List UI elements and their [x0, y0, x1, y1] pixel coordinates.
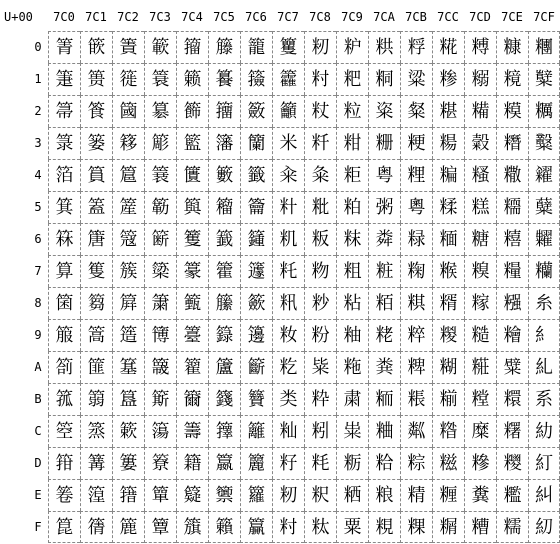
glyph-cell: 糵 [528, 191, 560, 223]
glyph-cell: 糌 [432, 415, 464, 447]
glyph-cell: 簂 [112, 95, 144, 127]
glyph-cell: 糨 [496, 287, 528, 319]
glyph-cell: 算 [48, 255, 80, 287]
glyph-cell: 籶 [272, 223, 304, 255]
glyph-cell: 籂 [176, 95, 208, 127]
glyph-cell: 簖 [144, 223, 176, 255]
glyph-cell: 粪 [368, 351, 400, 383]
glyph-cell: 籓 [208, 127, 240, 159]
glyph-cell: 糱 [528, 63, 560, 95]
glyph-cell: 箖 [48, 223, 80, 255]
glyph-cell: 粹 [400, 319, 432, 351]
glyph-cell: 簏 [112, 511, 144, 543]
column-header: 7CF [533, 10, 555, 24]
glyph-cell: 粤 [368, 159, 400, 191]
glyph-cell: 粋 [304, 383, 336, 415]
glyph-cell: 粧 [368, 255, 400, 287]
glyph-cell: 籾 [304, 31, 336, 63]
glyph-cell: 粷 [400, 255, 432, 287]
glyph-cell: 箞 [48, 479, 80, 511]
glyph-cell: 簞 [144, 479, 176, 511]
glyph-cell: 籩 [240, 319, 272, 351]
glyph-cell: 糲 [528, 95, 560, 127]
glyph-cell: 篗 [80, 255, 112, 287]
glyph-cell: 籥 [240, 191, 272, 223]
glyph-cell: 糠 [496, 31, 528, 63]
glyph-cell: 籐 [208, 31, 240, 63]
row-header: D [34, 456, 42, 470]
glyph-cell: 粉 [304, 319, 336, 351]
glyph-cell: 糾 [528, 479, 560, 511]
glyph-cell: 簁 [112, 63, 144, 95]
glyph-cell: 篒 [80, 95, 112, 127]
glyph-cell: 粓 [336, 127, 368, 159]
glyph-cell: 粭 [368, 447, 400, 479]
column-header: 7C4 [181, 10, 203, 24]
glyph-cell: 籆 [176, 223, 208, 255]
glyph-cell: 籦 [240, 223, 272, 255]
glyph-cell: 篚 [80, 351, 112, 383]
glyph-cell: 粢 [368, 95, 400, 127]
glyph-cell: 籲 [272, 95, 304, 127]
glyph-cell: 籝 [208, 447, 240, 479]
glyph-cell: 籤 [240, 159, 272, 191]
glyph-cell: 粣 [368, 127, 400, 159]
glyph-cell: 箝 [48, 447, 80, 479]
glyph-cell: 糯 [496, 511, 528, 543]
glyph-cell: 籹 [272, 319, 304, 351]
glyph-cell: 粙 [336, 319, 368, 351]
glyph-cell: 簃 [112, 127, 144, 159]
glyph-cell: 粡 [368, 63, 400, 95]
glyph-cell: 粁 [304, 127, 336, 159]
glyph-cell: 箒 [48, 95, 80, 127]
glyph-cell: 粆 [304, 287, 336, 319]
glyph-cell: 篑 [80, 63, 112, 95]
glyph-cell: 籵 [272, 191, 304, 223]
glyph-cell: 糎 [432, 479, 464, 511]
glyph-cell: 粦 [368, 223, 400, 255]
glyph-cell: 箐 [48, 31, 80, 63]
glyph-cell: 粛 [336, 383, 368, 415]
glyph-cell: 粅 [304, 255, 336, 287]
glyph-cell: 簗 [144, 255, 176, 287]
glyph-cell: 篘 [80, 287, 112, 319]
glyph-cell: 糕 [464, 191, 496, 223]
row-header: 9 [34, 328, 42, 342]
glyph-cell: 粎 [304, 479, 336, 511]
glyph-cell: 籬 [240, 415, 272, 447]
glyph-cell: 籄 [176, 159, 208, 191]
glyph-cell: 糭 [496, 447, 528, 479]
glyph-cell: 篔 [80, 159, 112, 191]
glyph-cell: 精 [400, 479, 432, 511]
row-header: 6 [34, 232, 42, 246]
glyph-cell: 糴 [528, 159, 560, 191]
glyph-cell: 糦 [496, 223, 528, 255]
glyph-cell: 粔 [336, 159, 368, 191]
glyph-cell: 籗 [208, 255, 240, 287]
glyph-cell: 籉 [176, 319, 208, 351]
glyph-cell: 簒 [144, 95, 176, 127]
glyph-cell: 籨 [240, 287, 272, 319]
row-header: 3 [34, 136, 42, 150]
glyph-cell: 粒 [336, 95, 368, 127]
glyph-cell: 糊 [432, 351, 464, 383]
glyph-cell: 篕 [80, 191, 112, 223]
glyph-cell: 簉 [112, 319, 144, 351]
glyph-cell: 粊 [304, 351, 336, 383]
glyph-cell: 籼 [272, 415, 304, 447]
glyph-cell: 粻 [400, 383, 432, 415]
glyph-cell: 粯 [368, 511, 400, 543]
row-header: 1 [34, 72, 42, 86]
glyph-cell: 簄 [112, 159, 144, 191]
glyph-cell: 糆 [432, 223, 464, 255]
glyph-cell: 糹 [528, 319, 560, 351]
glyph-cell: 糩 [496, 319, 528, 351]
glyph-cell: 糀 [432, 31, 464, 63]
glyph-cell: 籧 [240, 255, 272, 287]
glyph-cell: 簙 [144, 319, 176, 351]
corner-label: U+00 [4, 10, 33, 24]
glyph-cell: 篝 [80, 447, 112, 479]
glyph-cell: 糞 [464, 479, 496, 511]
glyph-cell: 篙 [80, 319, 112, 351]
glyph-cell: 籒 [208, 95, 240, 127]
row-header: 2 [34, 104, 42, 118]
glyph-cell: 粐 [336, 31, 368, 63]
glyph-cell: 糮 [496, 479, 528, 511]
column-header: 7C8 [309, 10, 331, 24]
glyph-cell: 糣 [496, 127, 528, 159]
glyph-cell: 糛 [464, 383, 496, 415]
glyph-cell: 簛 [144, 383, 176, 415]
glyph-cell: 粄 [304, 223, 336, 255]
glyph-cell: 簓 [144, 127, 176, 159]
glyph-cell: 糡 [496, 63, 528, 95]
glyph-cell: 簑 [144, 63, 176, 95]
glyph-cell: 粟 [336, 511, 368, 543]
glyph-cell: 粸 [400, 287, 432, 319]
glyph-cell: 籅 [176, 191, 208, 223]
glyph-cell: 粜 [336, 415, 368, 447]
row-header: C [34, 424, 42, 438]
glyph-cell: 箕 [48, 191, 80, 223]
glyph-cell: 籣 [240, 127, 272, 159]
glyph-cell: 糤 [496, 159, 528, 191]
glyph-cell: 簕 [144, 191, 176, 223]
glyph-cell: 箜 [48, 415, 80, 447]
column-header: 7CC [437, 10, 459, 24]
glyph-cell: 籏 [176, 511, 208, 543]
row-header: 4 [34, 168, 42, 182]
glyph-cell: 糍 [432, 447, 464, 479]
glyph-cell: 籑 [208, 63, 240, 95]
glyph-cell: 籃 [176, 127, 208, 159]
row-header: A [34, 360, 42, 374]
glyph-cell: 米 [272, 127, 304, 159]
glyph-cell: 糖 [464, 223, 496, 255]
glyph-cell: 籚 [208, 351, 240, 383]
glyph-cell: 糿 [528, 511, 560, 543]
glyph-cell: 糫 [496, 383, 528, 415]
glyph-cell: 籴 [272, 159, 304, 191]
glyph-cell: 籕 [208, 191, 240, 223]
glyph-cell: 籔 [208, 159, 240, 191]
glyph-cell: 篓 [80, 127, 112, 159]
glyph-cell: 类 [272, 383, 304, 415]
column-header: 7C0 [53, 10, 75, 24]
glyph-cell: 粏 [304, 511, 336, 543]
glyph-cell: 糺 [528, 351, 560, 383]
glyph-cell: 籱 [272, 63, 304, 95]
glyph-cell: 簝 [144, 447, 176, 479]
glyph-cell: 籺 [272, 351, 304, 383]
glyph-cell: 糙 [464, 319, 496, 351]
glyph-cell: 粴 [400, 159, 432, 191]
glyph-cell: 簀 [112, 31, 144, 63]
glyph-cell: 籾 [272, 479, 304, 511]
glyph-cell: 籋 [176, 383, 208, 415]
glyph-cell: 簟 [144, 511, 176, 543]
column-header: 7C1 [85, 10, 107, 24]
glyph-cell: 糃 [432, 127, 464, 159]
glyph-cell: 粲 [400, 95, 432, 127]
glyph-cell: 粫 [368, 383, 400, 415]
column-header: 7C3 [149, 10, 171, 24]
column-header: 7C5 [213, 10, 235, 24]
row-header: 5 [34, 200, 42, 214]
glyph-cell: 粬 [368, 415, 400, 447]
glyph-cell: 籮 [240, 479, 272, 511]
glyph-cell: 籿 [304, 63, 336, 95]
glyph-cell: 糢 [496, 95, 528, 127]
glyph-cell: 系 [528, 383, 560, 415]
glyph-cell: 篛 [80, 383, 112, 415]
row-header: B [34, 392, 42, 406]
column-header: 7C2 [117, 10, 139, 24]
glyph-cell: 糂 [432, 95, 464, 127]
glyph-cell: 粩 [368, 319, 400, 351]
glyph-cell: 糋 [432, 383, 464, 415]
glyph-cell: 粿 [400, 511, 432, 543]
glyph-cell: 糄 [432, 159, 464, 191]
glyph-cell: 糷 [528, 255, 560, 287]
glyph-cell: 糚 [464, 351, 496, 383]
glyph-cell: 籠 [240, 31, 272, 63]
glyph-cell: 篜 [80, 415, 112, 447]
glyph-cell: 簎 [112, 479, 144, 511]
glyph-cell: 糘 [464, 287, 496, 319]
glyph-cell: 粃 [304, 191, 336, 223]
glyph-cell: 糓 [464, 127, 496, 159]
glyph-cell: 籿 [272, 511, 304, 543]
glyph-cell: 糗 [464, 255, 496, 287]
glyph-cell: 簈 [112, 287, 144, 319]
glyph-cell: 篟 [80, 511, 112, 543]
glyph-cell: 簐 [144, 31, 176, 63]
glyph-cell: 粽 [400, 447, 432, 479]
glyph-cell: 籀 [176, 31, 208, 63]
glyph-cell: 簇 [112, 255, 144, 287]
glyph-cell: 糅 [432, 191, 464, 223]
glyph-cell: 糶 [528, 223, 560, 255]
glyph-cell: 粑 [336, 63, 368, 95]
glyph-cell: 籊 [176, 351, 208, 383]
glyph-cell: 籎 [176, 479, 208, 511]
glyph-cell: 箟 [48, 511, 80, 543]
glyph-cell: 粼 [400, 415, 432, 447]
glyph-cell: 糧 [496, 255, 528, 287]
glyph-cell: 籈 [176, 287, 208, 319]
glyph-cell: 籞 [208, 479, 240, 511]
glyph-cell: 糇 [432, 255, 464, 287]
row-header: E [34, 488, 42, 502]
glyph-cell: 箚 [48, 351, 80, 383]
glyph-cell: 糁 [432, 63, 464, 95]
glyph-cell: 籸 [272, 287, 304, 319]
glyph-cell: 粘 [336, 287, 368, 319]
glyph-cell: 糼 [528, 415, 560, 447]
glyph-cell: 簊 [112, 351, 144, 383]
glyph-cell: 粝 [336, 447, 368, 479]
glyph-cell: 糜 [464, 415, 496, 447]
column-header: 7CD [469, 10, 491, 24]
glyph-cell: 箘 [48, 287, 80, 319]
glyph-cell: 糪 [496, 351, 528, 383]
glyph-cell: 糒 [464, 95, 496, 127]
glyph-cell: 籍 [176, 447, 208, 479]
glyph-cell: 糥 [496, 191, 528, 223]
glyph-cell: 粞 [336, 479, 368, 511]
glyph-cell: 籡 [240, 63, 272, 95]
glyph-cell: 篞 [80, 479, 112, 511]
glyph-cell: 粚 [336, 351, 368, 383]
glyph-cell: 篖 [80, 223, 112, 255]
glyph-cell: 籙 [208, 319, 240, 351]
glyph-cell: 糰 [528, 31, 560, 63]
glyph-cell: 粳 [400, 127, 432, 159]
glyph-cell: 糈 [432, 287, 464, 319]
glyph-cell: 籫 [240, 383, 272, 415]
glyph-cell: 籽 [272, 447, 304, 479]
glyph-cell: 籜 [208, 415, 240, 447]
glyph-cell: 籯 [240, 511, 272, 543]
glyph-cell: 粥 [368, 191, 400, 223]
column-header: 7CA [373, 10, 395, 24]
glyph-cell: 粂 [304, 159, 336, 191]
glyph-cell: 籪 [240, 351, 272, 383]
glyph-cell: 糟 [464, 511, 496, 543]
glyph-cell: 粱 [400, 63, 432, 95]
glyph-cell: 籛 [208, 383, 240, 415]
glyph-cell: 粗 [336, 255, 368, 287]
glyph-cell: 簍 [112, 447, 144, 479]
glyph-cell: 箔 [48, 159, 80, 191]
glyph-cell: 糬 [496, 415, 528, 447]
glyph-cell: 糉 [432, 319, 464, 351]
glyph-cell: 粶 [400, 223, 432, 255]
glyph-cell: 簔 [144, 159, 176, 191]
glyph-cell: 粠 [368, 31, 400, 63]
glyph-cell: 籇 [176, 255, 208, 287]
glyph-cell: 簋 [112, 383, 144, 415]
glyph-cell: 糔 [464, 159, 496, 191]
glyph-cell: 粍 [304, 447, 336, 479]
glyph-cell: 箑 [48, 63, 80, 95]
row-header: 8 [34, 296, 42, 310]
glyph-cell: 籢 [240, 95, 272, 127]
glyph-cell: 糑 [464, 63, 496, 95]
glyph-cell: 粌 [304, 415, 336, 447]
glyph-cell: 箓 [48, 127, 80, 159]
glyph-cell: 糝 [464, 447, 496, 479]
glyph-cell: 箙 [48, 319, 80, 351]
glyph-cell: 糸 [528, 287, 560, 319]
glyph-cell: 籌 [176, 415, 208, 447]
column-header: 7CB [405, 10, 427, 24]
glyph-cell: 粺 [400, 351, 432, 383]
column-header: 7C6 [245, 10, 267, 24]
glyph-cell: 籟 [208, 511, 240, 543]
column-header: 7C7 [277, 10, 299, 24]
glyph-cell: 箛 [48, 383, 80, 415]
glyph-cell: 粨 [368, 287, 400, 319]
glyph-cell: 籘 [208, 287, 240, 319]
row-header: 0 [34, 40, 42, 54]
column-header: 7C9 [341, 10, 363, 24]
glyph-cell: 粀 [304, 95, 336, 127]
glyph-cell: 粕 [336, 191, 368, 223]
glyph-cell: 糐 [464, 31, 496, 63]
glyph-cell: 籭 [240, 447, 272, 479]
glyph-cell: 簚 [144, 351, 176, 383]
glyph-cell: 籁 [176, 63, 208, 95]
glyph-cell: 粵 [400, 191, 432, 223]
glyph-cell: 籖 [208, 223, 240, 255]
glyph-cell: 糏 [432, 511, 464, 543]
glyph-cell: 糽 [528, 447, 560, 479]
glyph-cell: 籰 [272, 31, 304, 63]
column-header: 7CE [501, 10, 523, 24]
glyph-cell: 篏 [80, 31, 112, 63]
glyph-cell: 簘 [144, 287, 176, 319]
glyph-cell: 粰 [400, 31, 432, 63]
glyph-cell: 簌 [112, 415, 144, 447]
glyph-cell: 簆 [112, 223, 144, 255]
row-header: 7 [34, 264, 42, 278]
glyph-cell: 簅 [112, 191, 144, 223]
glyph-cell: 簜 [144, 415, 176, 447]
glyph-cell: 籷 [272, 255, 304, 287]
row-header: F [34, 520, 42, 534]
glyph-cell: 粮 [368, 479, 400, 511]
glyph-cell: 粖 [336, 223, 368, 255]
glyph-cell: 糳 [528, 127, 560, 159]
